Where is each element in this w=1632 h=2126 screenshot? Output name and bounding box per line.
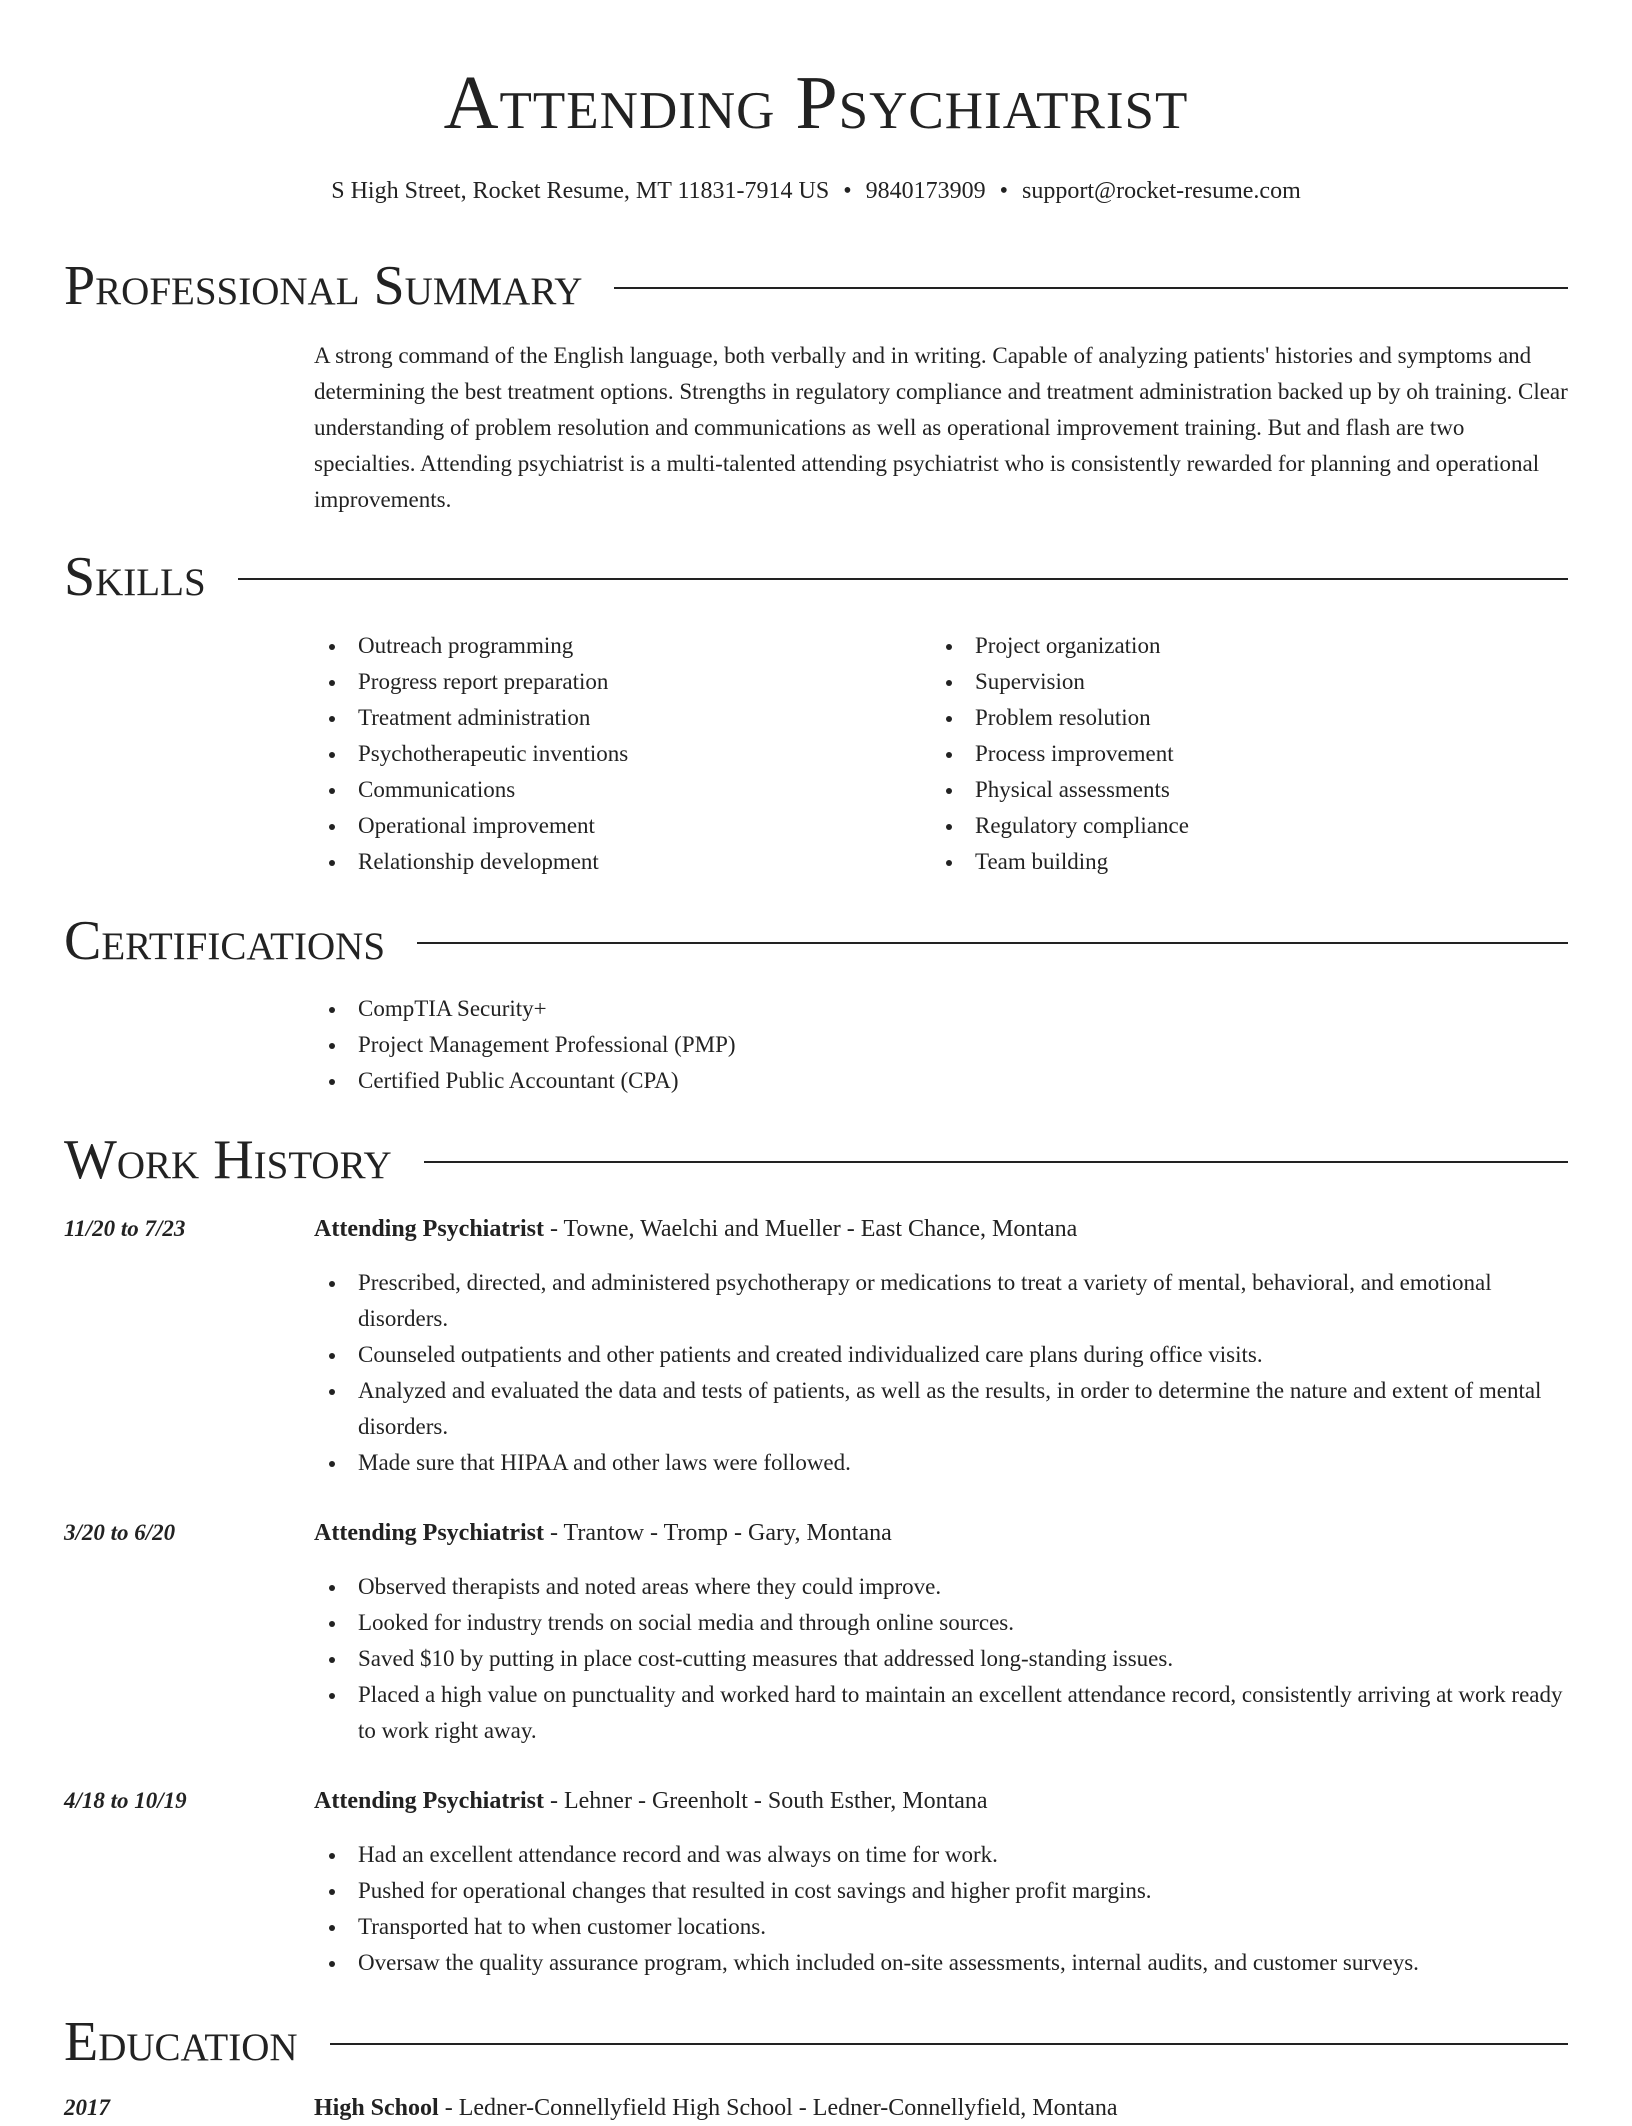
education-degree: High School [314,2095,439,2121]
skill-item: Project organization [931,628,1531,664]
job-title: Attending Psychiatrist [314,1216,544,1242]
contact-line [0,176,1632,206]
section-divider [238,578,1568,580]
job-bullet: Prescribed, directed, and administered psychotherapy or medications to treat a variety of mental, behavioral, and emotional disorders. [314,1265,1568,1337]
job-bullet: Transported hat to when customer locations. [314,1909,1568,1945]
certifications-list [314,991,1568,1099]
job-bullet: Analyzed and evaluated the data and tests of patients, as well as the results, in order to determine the nature and extent of mental disorders. [314,1373,1568,1445]
education-school: - Ledner-Connellyfield High School - Ledner-Connellyfield, Montana [438,2095,1118,2121]
job-employer: - Lehner - Greenholt - South Esther, Montana [544,1788,988,1814]
summary-text: A strong command of the English language, both verbally and in writing. Capable of analyzing patients' histories and symptoms and determining the best treatment options. Strengths in regulatory compliance and treatment administration backed up by oh training. Clear understanding of problem resolution and communications as well as operational improvement training. But and flash are two specialties. Attending psychiatrist is a multi-talented attending psychiatrist who is consistently rewarded for planning and operational improvements. [314,343,1568,512]
job-bullets [314,1265,1568,1481]
section-title: Education [64,2011,298,2073]
job-bullet: Pushed for operational changes that resulted in cost savings and higher profit margins. [314,1873,1568,1909]
section-title: Skills [64,546,206,608]
skill-item: Communications [314,772,914,808]
skill-item: Psychotherapeutic inventions [314,736,914,772]
certification-item: Certified Public Accountant (CPA) [314,1063,1568,1099]
job-bullet: Saved $10 by putting in place cost-cutting measures that addressed long-standing issues. [314,1641,1568,1677]
job-employer: - Towne, Waelchi and Mueller - East Chance, Montana [544,1216,1078,1242]
job-employer: - Trantow - Tromp - Gary, Montana [544,1520,892,1546]
section-divider [330,2043,1568,2045]
skill-item: Team building [931,844,1531,880]
section-divider [417,942,1568,944]
job-bullet: Made sure that HIPAA and other laws were followed. [314,1445,1568,1481]
job-dates: 11/20 to 7/23 [64,1216,186,1241]
contact-phone: 9840173909 [865,178,986,204]
job-bullets [314,1837,1568,1981]
job-heading [314,1783,988,1819]
skill-item: Process improvement [931,736,1531,772]
skill-item: Regulatory compliance [931,808,1531,844]
job-title: Attending Psychiatrist [314,1520,544,1546]
skills-list-right [931,628,1531,880]
section-title: Work History [64,1129,392,1191]
job-dates: 3/20 to 6/20 [64,1520,176,1545]
skill-item: Outreach programming [314,628,914,664]
skill-item: Physical assessments [931,772,1531,808]
contact-email: support@rocket-resume.com [1022,178,1301,204]
job-bullets [314,1569,1568,1749]
education-dates: 2017 [64,2095,110,2120]
resume-name: Attending Psychiatrist [443,61,1189,145]
skill-item: Treatment administration [314,700,914,736]
job-heading [314,1211,1077,1247]
job-bullet: Counseled outpatients and other patients and created individualized care plans during office visits. [314,1337,1568,1373]
skill-item: Relationship development [314,844,914,880]
job-bullet: Had an excellent attendance record and was always on time for work. [314,1837,1568,1873]
job-bullet: Observed therapists and noted areas where they could improve. [314,1569,1568,1605]
contact-separator: • [843,178,852,204]
certification-item: CompTIA Security+ [314,991,1568,1027]
skills-list-left [314,628,914,880]
job-title: Attending Psychiatrist [314,1788,544,1814]
section-header-skills [64,545,1568,609]
job-bullet: Placed a high value on punctuality and worked hard to maintain an excellent attendance record, consistently arriving at work ready to work right away. [314,1677,1568,1749]
section-divider [424,1161,1568,1163]
education-heading [314,2090,1118,2126]
section-title: Professional Summary [64,255,583,317]
section-header-work-history [64,1128,1568,1192]
section-divider [614,287,1568,289]
job-heading [314,1515,892,1551]
contact-separator: • [999,178,1009,204]
job-bullet: Looked for industry trends on social media and through online sources. [314,1605,1568,1641]
skill-item: Supervision [931,664,1531,700]
skill-item: Problem resolution [931,700,1531,736]
section-title: Certifications [64,910,386,972]
job-dates: 4/18 to 10/19 [64,1788,187,1813]
certification-item: Project Management Professional (PMP) [314,1027,1568,1063]
section-header-education [64,2010,1568,2074]
section-header-certifications [64,909,1568,973]
job-bullet: Oversaw the quality assurance program, which included on-site assessments, internal audits, and customer surveys. [314,1945,1568,1981]
section-header-summary [64,254,1568,318]
contact-address: S High Street, Rocket Resume, MT 11831-7914 US [331,178,830,204]
skill-item: Progress report preparation [314,664,914,700]
skill-item: Operational improvement [314,808,914,844]
